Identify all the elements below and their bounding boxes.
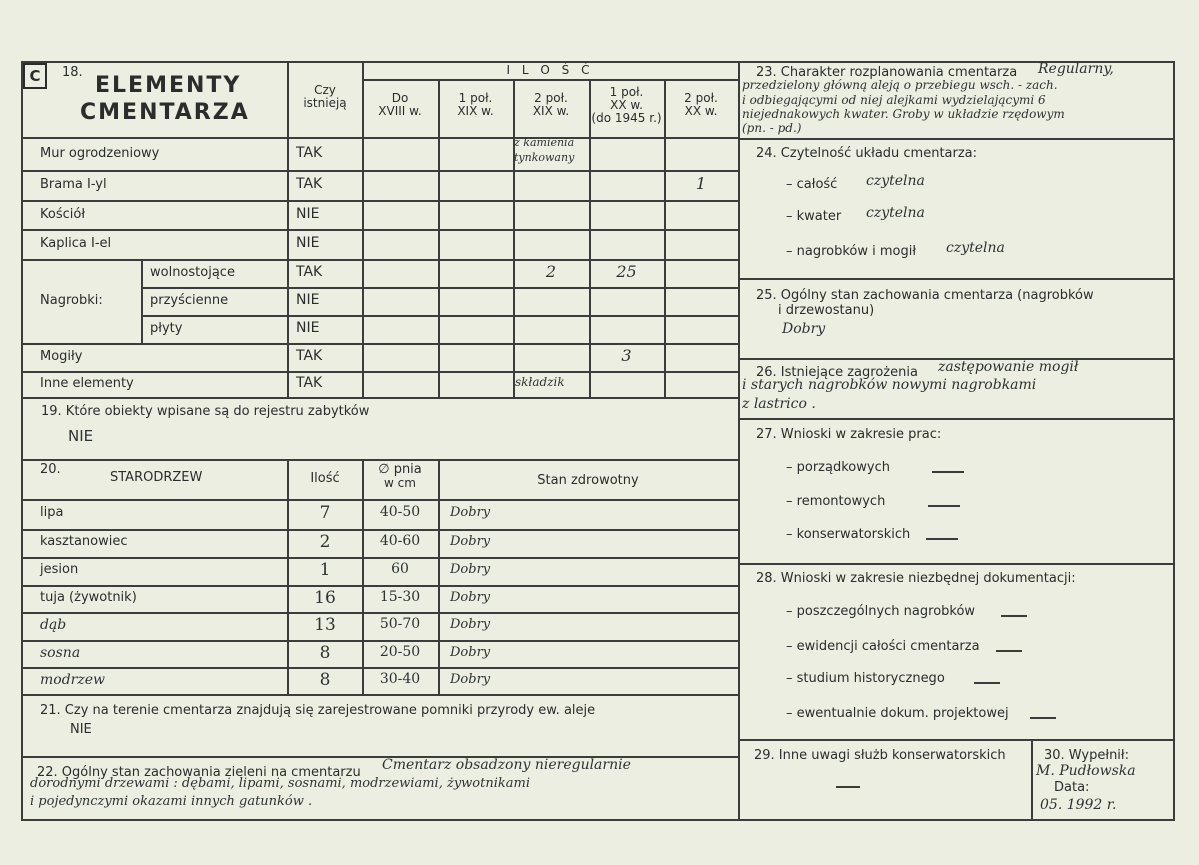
tree-name: kasztanowiec [40, 534, 128, 549]
docs-item: – poszczególnych nagrobków [786, 604, 976, 619]
trees-col-ilosc: Ilość [310, 471, 340, 486]
tree-name: modrzew [40, 671, 106, 688]
period-header-line: XX w. [610, 98, 643, 113]
t20-header-bottom [21, 499, 738, 501]
trees-col-pnia-1: ∅ pnia [378, 462, 422, 477]
element-exists: TAK [296, 348, 323, 364]
tree-name: lipa [40, 505, 64, 520]
t20-row-line [21, 667, 738, 669]
q28-top [738, 563, 1174, 565]
q29-label: 29. Inne uwagi służb konserwatorskich [754, 748, 1006, 763]
works-dash [932, 471, 964, 473]
t18-row-line [21, 343, 738, 345]
element-exists: NIE [296, 235, 320, 251]
period-header [513, 92, 589, 118]
period-header-line: XIX w. [457, 104, 494, 119]
element-exists: TAK [296, 264, 323, 280]
trees-col-pnia-2: w cm [384, 476, 416, 491]
q23-answer-1: Regularny, [1038, 61, 1114, 77]
works-dash [928, 505, 960, 507]
t18-row-line [141, 315, 738, 317]
t20-row-line [21, 612, 738, 614]
tree-diameter: 20-50 [379, 643, 421, 660]
q30-date: 05. 1992 r. [1040, 797, 1117, 813]
tree-count: 16 [314, 587, 336, 608]
period-header-line: 1 poł. [458, 91, 493, 105]
t18-header-bottom [21, 137, 738, 139]
works-item: – konserwatorskich [786, 527, 911, 542]
tree-state: Dobry [450, 671, 491, 687]
q25-answer: Dobry [782, 321, 826, 337]
q23-answer-2: przedzielony główną aleją o przebiegu wsch. - zach. [742, 78, 1058, 92]
docs-dash [996, 650, 1022, 652]
period-header [664, 92, 738, 118]
trees-col-stan: Stan zdrowotny [537, 473, 639, 488]
q28-label: 28. Wnioski w zakresie niezbędnej dokumentacji: [756, 571, 1076, 586]
col-ilosc: I L O Ś Ć [506, 63, 594, 77]
readability-label: – nagrobków i mogił [786, 244, 917, 259]
period-header-line: (do 1945 r.) [591, 111, 662, 126]
tree-count: 8 [319, 642, 331, 663]
tree-count: 13 [314, 615, 336, 635]
t20-vline [438, 459, 440, 694]
tree-name: jesion [40, 562, 79, 577]
readability-answer: czytelna [866, 173, 925, 189]
q30-label: 30. Wypełnił: [1044, 748, 1129, 763]
t20-top [21, 459, 738, 461]
period-header [438, 92, 513, 118]
q26-answer-1: zastępowanie mogił [938, 359, 1079, 375]
frame-left [21, 61, 23, 820]
period-header [589, 86, 664, 126]
t18-vline [513, 80, 515, 397]
q23-answer-5: (pn. - pd.) [742, 121, 802, 135]
q25-label-2: i drzewostanu) [778, 303, 875, 318]
element-label: przyścienne [150, 293, 229, 308]
ilosc-underline [362, 79, 738, 81]
element-exists: NIE [296, 205, 320, 222]
q22-answer-3: i pojedynczymi okazami innych gatunków . [30, 794, 313, 809]
q29-dash [836, 786, 860, 788]
tree-count: 1 [319, 560, 331, 580]
tree-state: Dobry [450, 534, 491, 549]
q25-label-1: 25. Ogólny stan zachowania cmentarza (nagrobków [756, 288, 1094, 303]
q24-top [738, 138, 1174, 140]
trees-col-pnia [362, 463, 438, 490]
elements-title-1: ELEMENTY [95, 73, 242, 98]
period-header [362, 92, 438, 118]
q19-top [21, 397, 738, 399]
t20-row-line [21, 557, 738, 559]
element-value: 3 [621, 346, 632, 365]
period-header-line: 1 poł. [609, 85, 644, 99]
t20-row-line [21, 585, 738, 587]
tree-diameter: 40-50 [379, 504, 421, 520]
q23-label: 23. Charakter rozplanowania cmentarza [756, 65, 1018, 80]
period-header-line: XIX w. [532, 104, 570, 119]
frame-top [21, 61, 1174, 63]
q21-top [21, 694, 738, 696]
t18-row-line [21, 200, 738, 202]
t18-vline [438, 80, 440, 397]
col-czy-1: Czy [314, 83, 336, 97]
tree-state: Dobry [450, 562, 491, 577]
q29-q30-divider [1031, 739, 1033, 820]
readability-label: – całość [786, 177, 838, 192]
works-item: – porządkowych [786, 460, 890, 475]
t20-row-line [21, 640, 738, 642]
t18-vline [664, 80, 666, 397]
section-letter: C [23, 63, 47, 89]
element-label: Mogiły [40, 349, 83, 364]
q22-answer-1: Cmentarz obsadzony nieregularnie [382, 757, 631, 773]
tree-count: 2 [319, 532, 331, 552]
readability-answer: czytelna [866, 205, 925, 221]
works-dash [926, 538, 958, 540]
tree-state: Dobry [450, 505, 491, 520]
tree-state: Dobry [450, 644, 491, 660]
tree-name: tuja (żywotnik) [40, 589, 137, 605]
docs-dash [974, 682, 1000, 684]
element-value: 25 [616, 262, 637, 281]
col-czy-2: istnieją [303, 96, 347, 111]
period-header-line: 2 poł. [534, 91, 568, 105]
element-exists: TAK [296, 375, 323, 391]
element-exists: NIE [296, 320, 320, 336]
elements-title-2: CMENTARZA [80, 100, 250, 125]
t18-row-line [141, 287, 738, 289]
q19-answer: NIE [68, 427, 94, 445]
tree-diameter: 60 [391, 561, 409, 577]
elements-num: 18. [62, 65, 83, 80]
frame-right [1173, 61, 1175, 820]
q26-answer-3: z lastrico . [742, 396, 816, 412]
q30-date-label: Data: [1054, 780, 1090, 795]
q29-top [738, 739, 1174, 741]
docs-item: – ewidencji całości cmentarza [786, 639, 980, 654]
q23-answer-3: i odbiegającymi od niej alejkami wydzielającymi 6 [742, 93, 1046, 107]
q21-answer: NIE [70, 722, 92, 737]
t20-row-line [21, 529, 738, 531]
trees-header: STARODRZEW [110, 470, 203, 485]
t18-row-line [21, 170, 738, 172]
q21-label: 21. Czy na terenie cmentarza znajdują się zarejestrowane pomniki przyrody ew. aleje [40, 703, 596, 718]
element-label: Kaplica I-el [40, 236, 112, 251]
tree-diameter: 40-60 [379, 533, 421, 549]
period-header-line: XVIII w. [378, 104, 422, 119]
col-czy [288, 84, 362, 110]
element-label: Brama I-yl [40, 177, 107, 192]
t18-row-line [21, 371, 738, 373]
tree-diameter: 30-40 [379, 670, 421, 687]
readability-answer: czytelna [946, 240, 1005, 256]
q27-label: 27. Wnioski w zakresie prac: [756, 427, 942, 442]
docs-dash [1001, 615, 1027, 617]
tree-diameter: 50-70 [379, 616, 421, 632]
trees-num: 20. [40, 462, 61, 477]
q24-label: 24. Czytelność układu cmentarza: [756, 146, 978, 161]
element-value: z kamienia [514, 136, 575, 149]
q25-top [738, 278, 1174, 280]
tree-name: sosna [40, 644, 81, 661]
q19-label: 19. Które obiekty wpisane są do rejestru zabytków [41, 404, 370, 419]
docs-dash [1030, 717, 1056, 719]
tree-count: 8 [319, 669, 331, 690]
element-label: Kościół [40, 206, 86, 222]
element-value: 1 [695, 174, 707, 193]
frame-bottom [21, 819, 1175, 821]
element-value: składzik [515, 375, 565, 389]
period-header-line: Do [391, 91, 409, 105]
element-label: Mur ogrodzeniowy [40, 146, 160, 161]
works-item: – remontowych [786, 494, 886, 509]
element-label: wolnostojące [150, 265, 235, 280]
q27-top [738, 418, 1174, 420]
period-header-line: XX w. [684, 104, 718, 119]
readability-label: – kwater [786, 209, 842, 224]
t18-row-line [21, 259, 738, 261]
q22-answer-2: dorodnymi drzewami : dębami, lipami, sosnami, modrzewiami, żywotnikami [30, 776, 530, 791]
column-divider [738, 61, 740, 820]
element-label: płyty [150, 321, 183, 336]
element-value: 2 [545, 262, 557, 281]
element-value: tynkowany [514, 151, 575, 164]
q23-answer-4: niejednakowych kwater. Groby w układzie rzędowym [742, 107, 1065, 121]
q22-label: 22. Ogólny stan zachowania zieleni na cmentarzu [37, 765, 361, 780]
element-label: Inne elementy [40, 376, 134, 391]
nagrobki-label: Nagrobki: [40, 293, 103, 308]
tree-state: Dobry [450, 617, 491, 632]
t18-vline-nagrobki [141, 259, 143, 343]
tree-state: Dobry [450, 589, 491, 605]
docs-item: – ewentualnie dokum. projektowej [786, 706, 1009, 721]
docs-item: – studium historycznego [786, 671, 945, 686]
tree-name: dąb [40, 617, 67, 633]
element-exists: NIE [296, 292, 320, 308]
element-exists: TAK [296, 176, 323, 192]
t18-row-line [21, 229, 738, 231]
tree-diameter: 15-30 [379, 588, 421, 605]
q30-name: M. Pudłowska [1036, 763, 1136, 779]
element-exists: TAK [296, 145, 323, 161]
period-header-line: 2 poł. [684, 91, 718, 105]
q26-label: 26. Istniejące zagrożenia [756, 365, 918, 380]
q26-answer-2: i starych nagrobków nowymi nagrobkami [742, 377, 1037, 393]
tree-count: 7 [319, 503, 331, 523]
